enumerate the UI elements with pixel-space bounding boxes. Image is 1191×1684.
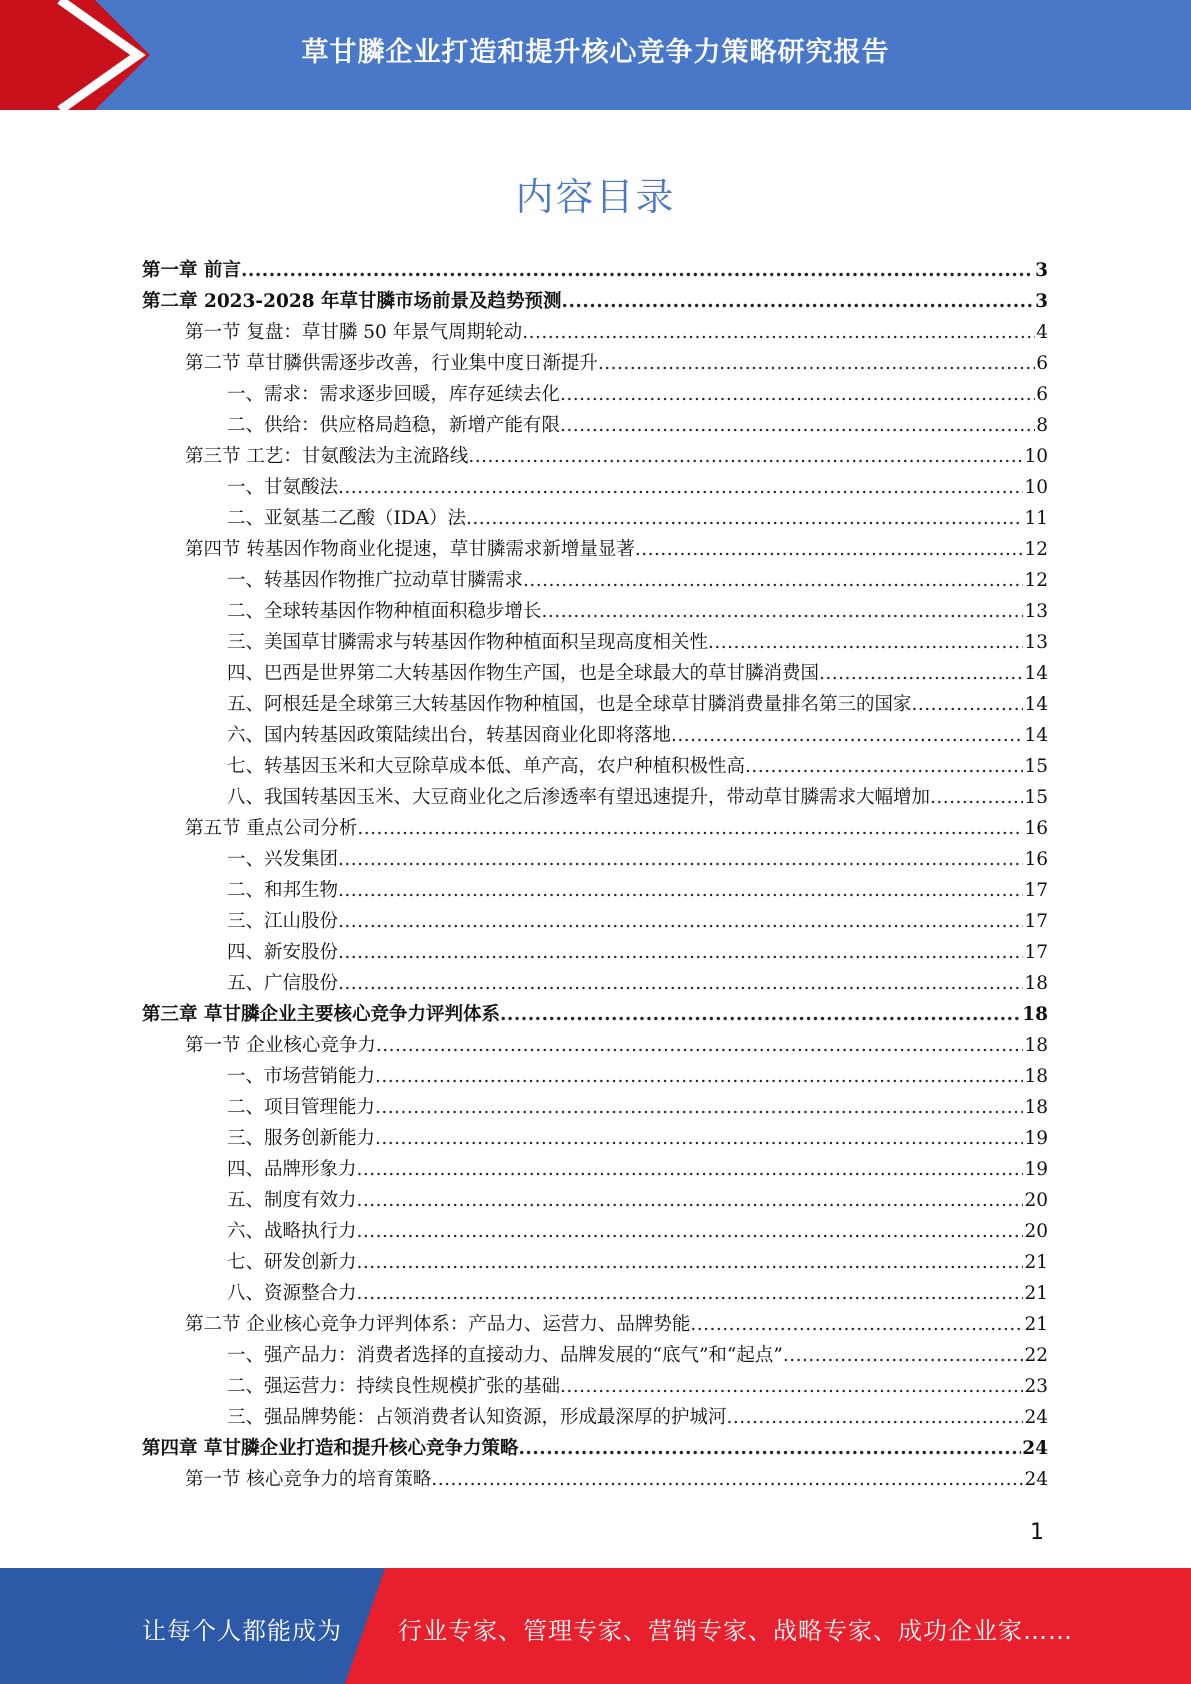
toc-entry-label: 第一节 核心竞争力的培育策略 (185, 1469, 432, 1490)
toc-entry[interactable] (142, 1278, 1048, 1309)
toc-entry-label: 二、和邦生物 (227, 880, 339, 901)
table-of-contents (142, 255, 1048, 1495)
toc-entry[interactable] (142, 813, 1048, 844)
toc-entry-label: 五、广信股份 (227, 973, 339, 994)
toc-entry-page: 13 (1024, 601, 1048, 622)
toc-entry[interactable] (142, 720, 1048, 751)
toc-entry-page: 17 (1024, 880, 1048, 901)
toc-entry[interactable] (142, 1247, 1048, 1278)
toc-entry-label: 一、兴发集团 (227, 849, 339, 870)
toc-entry-page: 18 (1024, 1066, 1048, 1087)
toc-dot-leader (466, 503, 1023, 534)
toc-entry-page: 3 (1035, 260, 1048, 281)
toc-entry[interactable] (142, 1464, 1048, 1495)
toc-dot-leader (338, 844, 1023, 875)
toc-entry-label: 六、国内转基因政策陆续出台，转基因商业化即将落地 (227, 725, 672, 746)
toc-entry[interactable] (142, 503, 1048, 534)
toc-entry-label: 二、供给：供应格局趋稳，新增产能有限 (227, 415, 561, 436)
toc-dot-leader (357, 813, 1023, 844)
toc-dot-leader (562, 286, 1035, 317)
toc-dot-leader (468, 441, 1023, 472)
toc-entry-page: 6 (1036, 353, 1048, 374)
toc-entry-page: 18 (1024, 1035, 1048, 1056)
toc-entry-label: 三、江山股份 (227, 911, 339, 932)
toc-dot-leader (708, 627, 1023, 658)
toc-dot-leader (690, 1309, 1023, 1340)
toc-entry-page: 14 (1024, 725, 1048, 746)
toc-dot-leader (518, 1433, 1021, 1464)
toc-entry[interactable] (142, 441, 1048, 472)
toc-entry-label: 四、品牌形象力 (227, 1159, 357, 1180)
toc-dot-leader (375, 1092, 1023, 1123)
toc-entry-page: 21 (1024, 1314, 1048, 1335)
toc-entry-label: 第二节 草甘膦供需逐步改善，行业集中度日渐提升 (185, 353, 598, 374)
toc-dot-leader (930, 782, 1023, 813)
toc-entry-page: 6 (1036, 384, 1048, 405)
toc-dot-leader (241, 255, 1034, 286)
toc-entry-page: 12 (1024, 539, 1048, 560)
toc-entry[interactable] (142, 875, 1048, 906)
toc-dot-leader (338, 875, 1023, 906)
toc-dot-leader (338, 906, 1023, 937)
toc-entry-label: 一、需求：需求逐步回暖，库存延续去化 (227, 384, 561, 405)
footer-slogan-right: 行业专家、管理专家、营销专家、战略专家、成功企业家…… (398, 1617, 1073, 1645)
toc-entry[interactable] (142, 844, 1048, 875)
toc-entry-page: 17 (1024, 942, 1048, 963)
toc-entry[interactable] (142, 627, 1048, 658)
toc-entry[interactable] (142, 379, 1048, 410)
toc-dot-leader (338, 968, 1023, 999)
toc-dot-leader (671, 720, 1023, 751)
toc-entry[interactable] (142, 565, 1048, 596)
toc-dot-leader (560, 1371, 1023, 1402)
toc-dot-leader (357, 1154, 1024, 1185)
toc-entry[interactable] (142, 937, 1048, 968)
toc-dot-leader (522, 317, 1035, 348)
toc-entry[interactable] (142, 596, 1048, 627)
toc-entry-label: 第四节 转基因作物商业化提速，草甘膦需求新增量显著 (185, 539, 635, 560)
toc-dot-leader (431, 1464, 1023, 1495)
toc-dot-leader (375, 1061, 1023, 1092)
toc-entry[interactable] (142, 1061, 1048, 1092)
toc-dot-leader (727, 1402, 1024, 1433)
toc-entry-label: 五、阿根廷是全球第三大转基因作物种植国，也是全球草甘膦消费量排名第三的国家 (227, 694, 912, 715)
toc-entry-label: 第四章 草甘膦企业打造和提升核心竞争力策略 (142, 1438, 519, 1459)
toc-entry[interactable] (142, 534, 1048, 565)
toc-entry-page: 19 (1024, 1128, 1048, 1149)
toc-dot-leader (745, 751, 1023, 782)
toc-entry[interactable] (142, 1030, 1048, 1061)
toc-entry-label: 三、服务创新能力 (227, 1128, 376, 1149)
toc-entry[interactable] (142, 255, 1048, 286)
toc-entry-page: 14 (1024, 663, 1048, 684)
toc-entry-label: 一、市场营销能力 (227, 1066, 376, 1087)
toc-dot-leader (357, 1185, 1024, 1216)
toc-dot-leader (357, 1278, 1024, 1309)
footer-slogan-left: 让每个人都能成为 (142, 1617, 342, 1645)
toc-entry-page: 22 (1024, 1345, 1048, 1366)
toc-entry[interactable] (142, 1185, 1048, 1216)
toc-entry-label: 四、新安股份 (227, 942, 339, 963)
toc-entry-label: 第三章 草甘膦企业主要核心竞争力评判体系 (142, 1004, 500, 1025)
toc-entry-label: 三、美国草甘膦需求与转基因作物种植面积呈现高度相关性 (227, 632, 709, 653)
toc-dot-leader (523, 565, 1023, 596)
toc-entry-label: 四、巴西是世界第二大转基因作物生产国，也是全球最大的草甘膦消费国 (227, 663, 820, 684)
toc-entry-page: 16 (1024, 818, 1048, 839)
toc-title: 内容目录 (515, 175, 676, 219)
page-number: 1 (1030, 1520, 1044, 1545)
toc-entry-page: 15 (1024, 756, 1048, 777)
toc-entry-page: 18 (1024, 973, 1048, 994)
toc-entry-page: 21 (1024, 1252, 1048, 1273)
toc-entry[interactable] (142, 689, 1048, 720)
toc-entry-label: 三、强品牌势能：占领消费者认知资源，形成最深厚的护城河 (227, 1407, 727, 1428)
toc-entry[interactable] (142, 1092, 1048, 1123)
toc-entry[interactable] (142, 1123, 1048, 1154)
toc-entry-label: 五、制度有效力 (227, 1190, 357, 1211)
toc-dot-leader (912, 689, 1024, 720)
toc-entry-page: 18 (1022, 1004, 1048, 1025)
toc-entry-page: 23 (1024, 1376, 1048, 1397)
toc-entry[interactable] (142, 317, 1048, 348)
toc-entry[interactable] (142, 1154, 1048, 1185)
toc-entry[interactable] (142, 1402, 1048, 1433)
toc-entry-label: 一、强产品力：消费者选择的直接动力、品牌发展的“底气”和“起点” (227, 1345, 783, 1366)
toc-entry-page: 13 (1024, 632, 1048, 653)
toc-dot-leader (819, 658, 1023, 689)
toc-entry-label: 第一节 企业核心竞争力 (185, 1035, 376, 1056)
toc-entry-label: 二、亚氨基二乙酸（IDA）法 (227, 508, 467, 529)
toc-dot-leader (598, 348, 1035, 379)
toc-entry-label: 六、战略执行力 (227, 1221, 357, 1242)
toc-entry-label: 二、全球转基因作物种植面积稳步增长 (227, 601, 542, 622)
report-title: 草甘膦企业打造和提升核心竞争力策略研究报告 (301, 37, 890, 68)
toc-dot-leader (560, 410, 1035, 441)
toc-entry-page: 18 (1024, 1097, 1048, 1118)
toc-dot-leader (500, 999, 1021, 1030)
toc-entry-page: 21 (1024, 1283, 1048, 1304)
toc-entry[interactable] (142, 658, 1048, 689)
toc-entry-label: 第一章 前言 (142, 260, 241, 281)
toc-entry-label: 一、甘氨酸法 (227, 477, 339, 498)
toc-entry-page: 4 (1036, 322, 1048, 343)
toc-entry-page: 14 (1024, 694, 1048, 715)
toc-entry-page: 19 (1024, 1159, 1048, 1180)
toc-entry-label: 第三节 工艺：甘氨酸法为主流路线 (185, 446, 469, 467)
toc-entry-page: 16 (1024, 849, 1048, 870)
toc-entry-label: 第五节 重点公司分析 (185, 818, 358, 839)
toc-entry-label: 二、强运营力：持续良性规模扩张的基础 (227, 1376, 561, 1397)
toc-entry-page: 8 (1036, 415, 1048, 436)
toc-entry[interactable] (142, 1340, 1048, 1371)
toc-dot-leader (542, 596, 1024, 627)
toc-entry-label: 一、转基因作物推广拉动草甘膦需求 (227, 570, 524, 591)
header-banner (0, 0, 1191, 110)
toc-entry-page: 24 (1024, 1469, 1048, 1490)
toc-entry[interactable] (142, 782, 1048, 813)
toc-dot-leader (635, 534, 1024, 565)
toc-entry-page: 12 (1024, 570, 1048, 591)
toc-entry-label: 八、资源整合力 (227, 1283, 357, 1304)
toc-dot-leader (357, 1216, 1024, 1247)
toc-entry-page: 24 (1024, 1407, 1048, 1428)
footer-banner (0, 1568, 1191, 1684)
toc-entry-page: 24 (1022, 1438, 1048, 1459)
toc-entry[interactable] (142, 286, 1048, 317)
toc-entry[interactable] (142, 906, 1048, 937)
toc-entry-label: 第二章 2023-2028 年草甘膦市场前景及趋势预测 (142, 291, 562, 312)
toc-entry[interactable] (142, 1216, 1048, 1247)
toc-dot-leader (338, 472, 1023, 503)
toc-entry-page: 20 (1024, 1221, 1048, 1242)
toc-entry[interactable] (142, 348, 1048, 379)
toc-dot-leader (357, 1247, 1024, 1278)
toc-entry-page: 20 (1024, 1190, 1048, 1211)
toc-entry-page: 11 (1024, 508, 1048, 529)
toc-entry-label: 八、我国转基因玉米、大豆商业化之后渗透率有望迅速提升，带动草甘膦需求大幅增加 (227, 787, 931, 808)
toc-entry[interactable] (142, 999, 1048, 1030)
toc-entry-label: 第一节 复盘：草甘膦 50 年景气周期轮动 (185, 322, 523, 343)
toc-entry-label: 二、项目管理能力 (227, 1097, 376, 1118)
toc-entry[interactable] (142, 472, 1048, 503)
toc-entry[interactable] (142, 1433, 1048, 1464)
toc-entry[interactable] (142, 968, 1048, 999)
toc-entry-page: 17 (1024, 911, 1048, 932)
toc-dot-leader (375, 1123, 1023, 1154)
toc-entry-label: 七、转基因玉米和大豆除草成本低、单产高，农户种植积极性高 (227, 756, 746, 777)
toc-entry-page: 3 (1035, 291, 1048, 312)
toc-entry-page: 15 (1024, 787, 1048, 808)
toc-dot-leader (376, 1030, 1024, 1061)
toc-entry-label: 第二节 企业核心竞争力评判体系：产品力、运营力、品牌势能 (185, 1314, 691, 1335)
toc-dot-leader (560, 379, 1035, 410)
toc-entry[interactable] (142, 1371, 1048, 1402)
toc-entry[interactable] (142, 410, 1048, 441)
toc-dot-leader (783, 1340, 1024, 1371)
toc-entry[interactable] (142, 1309, 1048, 1340)
toc-entry-label: 七、研发创新力 (227, 1252, 357, 1273)
toc-entry[interactable] (142, 751, 1048, 782)
toc-dot-leader (338, 937, 1023, 968)
toc-entry-page: 10 (1024, 477, 1048, 498)
toc-entry-page: 10 (1024, 446, 1048, 467)
